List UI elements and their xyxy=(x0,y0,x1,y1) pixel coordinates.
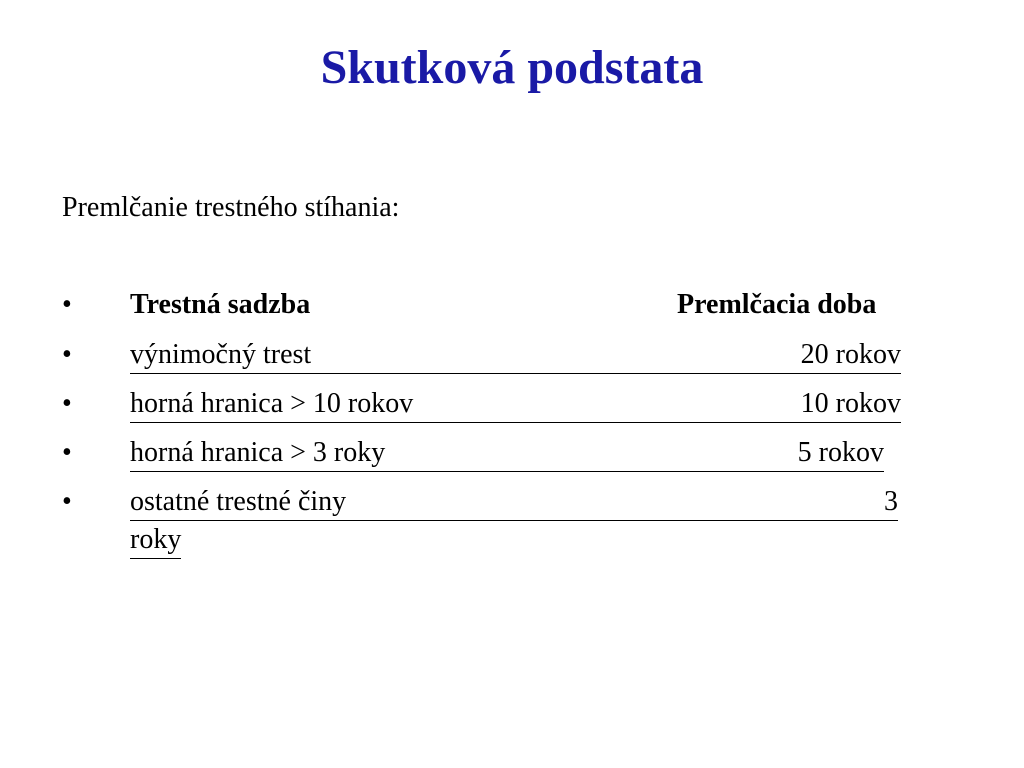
bullet-icon: • xyxy=(62,289,72,320)
header-row xyxy=(62,287,962,323)
intro-text: Premlčanie trestného stíhania: xyxy=(62,192,400,223)
list-item xyxy=(62,435,962,475)
row-sentence: výnimočný trest xyxy=(130,339,312,370)
header-sentence-label: Trestná sadzba xyxy=(130,289,311,320)
bullet-icon: • xyxy=(62,486,72,517)
row-sentence: ostatné trestné činy xyxy=(130,486,347,517)
list-item xyxy=(62,386,962,426)
row-sentence: horná hranica > 3 roky xyxy=(130,437,386,468)
bullet-icon: • xyxy=(62,339,72,370)
row-underline xyxy=(130,386,901,423)
list-item xyxy=(62,484,962,564)
bullet-icon: • xyxy=(62,437,72,468)
row-period: 10 rokov xyxy=(800,388,901,419)
bullet-icon: • xyxy=(62,388,72,419)
row-period: 5 rokov xyxy=(797,437,884,468)
row-underline xyxy=(130,484,898,521)
row-period-wrap: roky xyxy=(130,522,181,559)
row-sentence: horná hranica > 10 rokov xyxy=(130,388,414,419)
row-period: 20 rokov xyxy=(800,339,901,370)
list-item xyxy=(62,337,962,377)
row-underline xyxy=(130,435,884,472)
slide-title: Skutková podstata xyxy=(320,41,704,94)
row-underline xyxy=(130,337,901,374)
header-limitation-label: Premlčacia doba xyxy=(677,289,877,320)
row-period: 3 xyxy=(884,486,898,517)
